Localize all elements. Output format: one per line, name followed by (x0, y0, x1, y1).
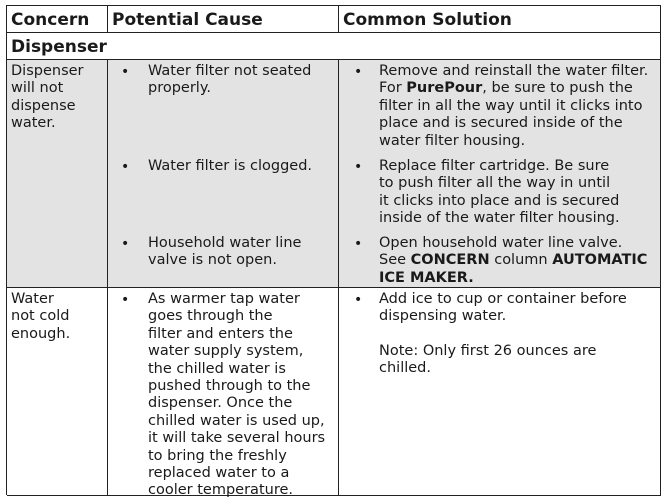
bullet: • (121, 159, 130, 175)
bullet: • (354, 159, 363, 175)
header-concern: Concern (7, 6, 108, 33)
bullet: • (354, 292, 363, 308)
row1-cause1: Water filter not seated properly. (148, 63, 312, 97)
row1-concern-cell (7, 60, 108, 288)
row1-cause3: Household water line valve is not open. (148, 235, 302, 269)
bullet: • (121, 64, 130, 80)
row2-solution-cell (339, 288, 661, 496)
row2-solution1: Add ice to cup or container before dispensing water. (379, 291, 627, 325)
bullet: • (121, 292, 130, 308)
row1-cause2: Water filter is clogged. (148, 158, 313, 174)
bullet: • (354, 64, 363, 80)
row1-solution1: Remove and reinstall the water filter. For PurePour, be sure to push the filter in all the way until it clicks into place and is secured inside of the water filter housing. (379, 63, 649, 149)
row2-solution-note: Note: Only first 26 ounces are chilled. (379, 343, 597, 377)
bullet: • (354, 236, 363, 252)
row1-cause-cell (108, 60, 339, 288)
troubleshooting-table (6, 5, 661, 499)
row2-concern-cell (7, 288, 108, 496)
section-dispenser: Dispenser (7, 33, 661, 60)
row1-solution3: Open household water line valve. See CONCERN column AUTOMATIC ICE MAKER. (379, 235, 648, 286)
header-potential-cause: Potential Cause (108, 6, 339, 33)
row1-solution2: Replace filter cartridge. Be sure to push filter all the way in until it clicks into place and is secured inside of the water filter housing. (379, 158, 620, 227)
bullet: • (121, 236, 130, 252)
row2-cause: As warmer tap water goes through the filter and enters the water supply system, the chilled water is pushed through to the dispenser. Once the chilled water is used up, it will take several hours to bring the freshly replaced water to a cooler temperature. (148, 291, 326, 499)
row2-cause-cell (108, 288, 339, 499)
row1-concern: Dispenser will not dispense water. (11, 63, 84, 132)
header-common-solution: Common Solution (339, 6, 661, 33)
row2-concern: Water not cold enough. (11, 291, 71, 342)
row1-solution-cell (339, 60, 661, 288)
